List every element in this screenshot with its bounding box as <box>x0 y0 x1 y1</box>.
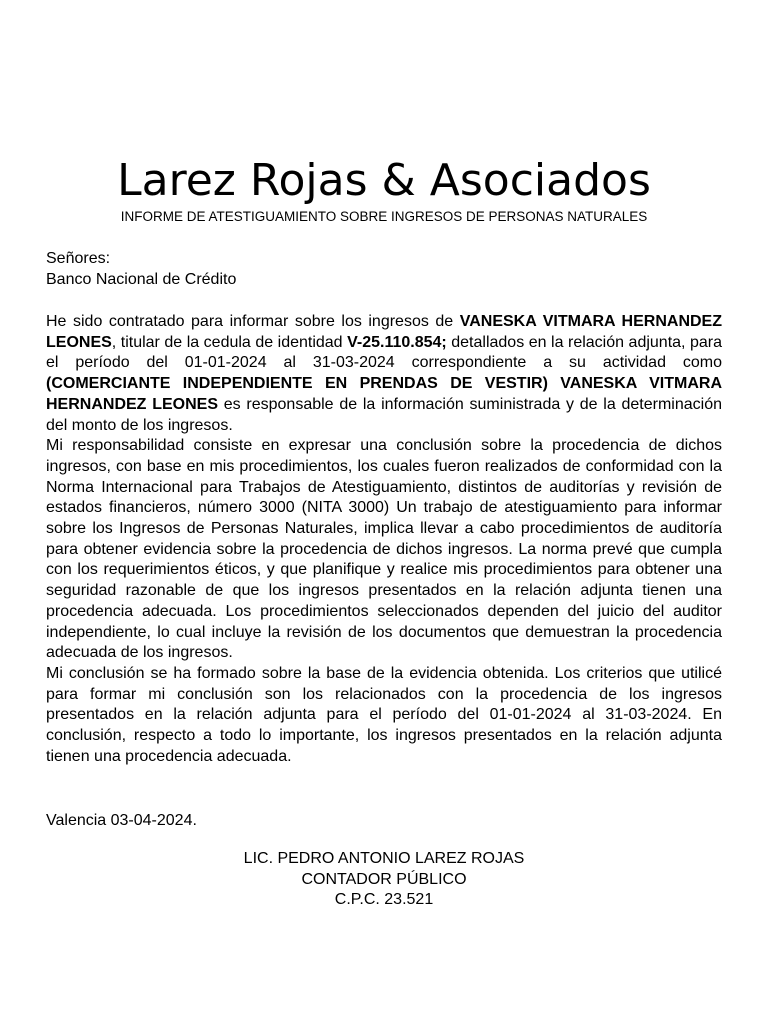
firm-name-heading: Larez Rojas & Asociados <box>117 155 651 206</box>
signature-block <box>46 849 722 911</box>
conclusion-paragraph: Mi conclusión se ha formado sobre la base de la evidencia obtenida. Los criterios que utilicé para formar mi conclusión son los relacionados con la procedencia de los ingresos presentados en la relación adjunta para el período del 01-01-2024 al 31-03-2024. En conclusión, respecto a todo lo importante, los ingresos presentados en la relación adjunta tienen una procedencia adecuada. <box>46 664 722 765</box>
paragraph1-text-3: detallados en la relación adjunta, para el período del 01-01-2024 al 31-03-2024 correspondiente a su actividad como <box>46 333 723 372</box>
signatory-license: C.P.C. 23.521 <box>334 891 434 908</box>
report-date: Valencia 03-04-2024. <box>46 812 197 829</box>
report-body <box>46 312 722 767</box>
signatory-name: LIC. PEDRO ANTONIO LAREZ ROJAS <box>243 850 525 867</box>
salutation-block <box>46 249 722 290</box>
salutation-greeting: Señores: <box>46 250 111 267</box>
paragraph1-text-4: es responsable de la información suministrada y de la determinación del monto de los ingresos. <box>46 395 722 434</box>
report-title: INFORME DE ATESTIGUAMIENTO SOBRE INGRESOS DE PERSONAS NATURALES <box>120 209 648 224</box>
engagement-paragraph <box>46 312 722 436</box>
client-name: VANESKA VITMARA HERNANDEZ LEONES <box>46 313 723 351</box>
salutation-recipient: Banco Nacional de Crédito <box>46 270 237 288</box>
signatory-role: CONTADOR PÚBLICO <box>301 870 467 888</box>
paragraph1-text-1: He sido contratado para informar sobre los ingresos de <box>46 313 460 330</box>
client-activity: (COMERCIANTE INDEPENDIENTE EN PRENDAS DE VESTIR) VANESKA VITMARA HERNANDEZ LEONES <box>46 375 722 413</box>
responsibility-paragraph: Mi responsabilidad consiste en expresar una conclusión sobre la procedencia de dichos ingresos, con base en mis procedimientos, los cuales fueron realizados de conformidad con la Norma Internacional para Trabajos de Atestiguamiento, distintos de auditorías y revisión de estados financieros, número 3000 (NITA 3000) Un trabajo de atestiguamiento para informar sobre los Ingresos de Personas Naturales, implica llevar a cabo procedimientos de auditoría para obtener evidencia sobre la procedencia de dichos ingresos. La norma prevé que cumpla con los requerimientos éticos, y que planifique y realice mis procedimientos para obtener una seguridad razonable de que los ingresos presentados en la relación adjunta tienen una procedencia adecuada. Los procedimientos seleccionados dependen del juicio del auditor independiente, lo cual incluye la revisión de los documentos que demuestran la procedencia adecuada de los ingresos. <box>46 437 722 662</box>
paragraph1-text-2: , titular de la cedula de identidad <box>111 333 348 351</box>
document-page <box>46 0 722 1024</box>
client-id-number: V-25.110.854; <box>347 333 447 351</box>
